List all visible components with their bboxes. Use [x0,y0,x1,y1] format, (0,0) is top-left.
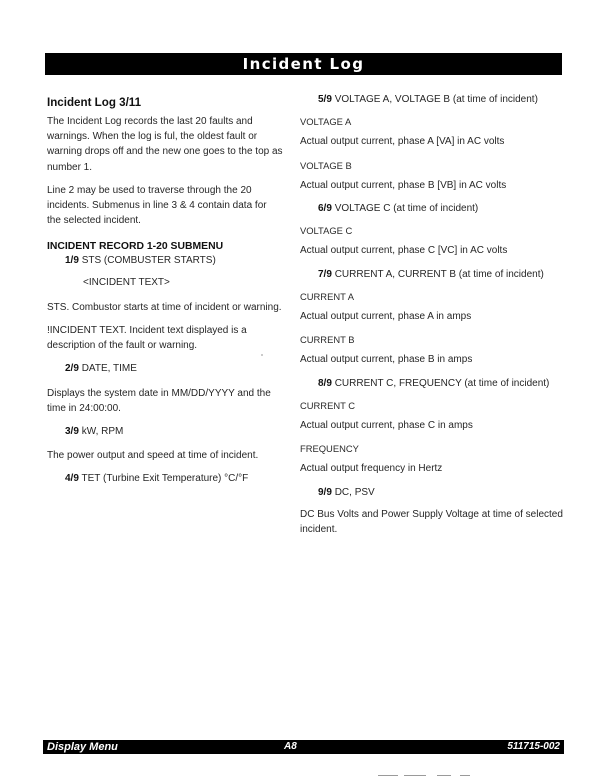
submenu-item-3 [47,424,283,439]
item-label: CURRENT A, CURRENT B (at time of incident) [334,268,544,280]
voltage-c-description: Actual output current, phase C [VC] in AC volts [300,245,508,257]
scan-mark [437,775,451,776]
item-label: DATE, TIME [81,363,137,375]
sts-description: STS. Combustor starts at time of incident or warning. [47,301,282,313]
footer-doc-number: 511715-002 [507,741,560,752]
section-title: Incident Log 3/11 [47,96,142,109]
current-b-label: CURRENT B [300,334,355,346]
item-label: CURRENT C, FREQUENCY (at time of incident) [334,377,550,389]
right-column [300,92,568,545]
scan-mark [460,775,470,776]
voltage-b-description: Actual output current, phase B [VB] in AC volts [300,179,507,191]
submenu-item-4 [47,471,283,486]
voltage-b-label: VOLTAGE B [300,159,352,171]
item-9-description: DC Bus Volts and Power Supply Voltage at time of selected incident. [300,508,563,536]
item-label: STS (COMBUSTER STARTS) [81,255,216,267]
current-b-description: Actual output current, phase B in amps [300,354,473,366]
scan-mark [378,775,398,776]
scan-dot [261,354,263,356]
item-number: 4/9 [65,473,79,485]
header-bar [45,53,562,75]
item-label: kW, RPM [81,426,124,438]
submenu-item-9 [300,485,568,500]
item-number: 2/9 [65,363,79,375]
left-column [47,96,283,496]
submenu-item-6 [300,201,568,216]
incident-text-tag: <INCIDENT TEXT> [83,276,170,288]
current-c-label: CURRENT C [300,399,356,411]
item-label: TET (Turbine Exit Temperature) °C/°F [81,473,249,485]
item-number: 3/9 [65,426,79,438]
current-a-label: CURRENT A [300,290,355,302]
current-c-description: Actual output current, phase C in amps [300,420,473,432]
footer-page-number: A8 [284,741,297,752]
item-label: VOLTAGE C (at time of incident) [334,203,479,215]
incident-text-description: !INCIDENT TEXT. Incident text displayed is a description of the fault or warning. [47,325,247,352]
item-label: VOLTAGE A, VOLTAGE B (at time of incident) [334,94,538,105]
submenu-item-8 [300,376,568,391]
voltage-c-label: VOLTAGE C [300,225,353,237]
footer-section-name: Display Menu [47,741,118,753]
item-label: DC, PSV [334,486,375,498]
submenu-item-2 [47,361,283,376]
item-3-description: The power output and speed at time of incident. [47,450,259,462]
item-number: 1/9 [65,255,79,267]
item-number: 8/9 [318,377,332,389]
voltage-a-label: VOLTAGE A [300,116,352,128]
submenu-title: INCIDENT RECORD 1-20 SUBMENU [47,241,224,253]
item-number: 6/9 [318,203,332,215]
item-2-description: Displays the system date in MM/DD/YYYY and the time in 24:00:00. [47,387,271,414]
item-number: 7/9 [318,268,332,280]
current-a-description: Actual output current, phase A in amps [300,311,472,323]
item-number: 5/9 [318,94,332,105]
frequency-description: Actual output frequency in Hertz [300,463,443,475]
footer-bar [43,740,564,754]
scan-mark [404,775,426,776]
item-number: 9/9 [318,486,332,498]
intro-paragraph-1: The Incident Log records the last 20 faults and warnings. When the log is ful, the oldest fault or warning drops off and the new one goes to the top as number 1. [47,116,283,173]
voltage-a-description: Actual output current, phase A [VA] in AC volts [300,136,505,148]
submenu-item-5 [300,92,568,107]
intro-paragraph-2: Line 2 may be used to traverse through the 20 incidents. Submenus in line 3 & 4 contain data for the selected incident. [47,184,267,227]
page-title: Incident Log [242,55,365,73]
submenu-item-7 [300,267,568,282]
frequency-label: FREQUENCY [300,443,359,455]
submenu-item-1 [47,253,283,268]
